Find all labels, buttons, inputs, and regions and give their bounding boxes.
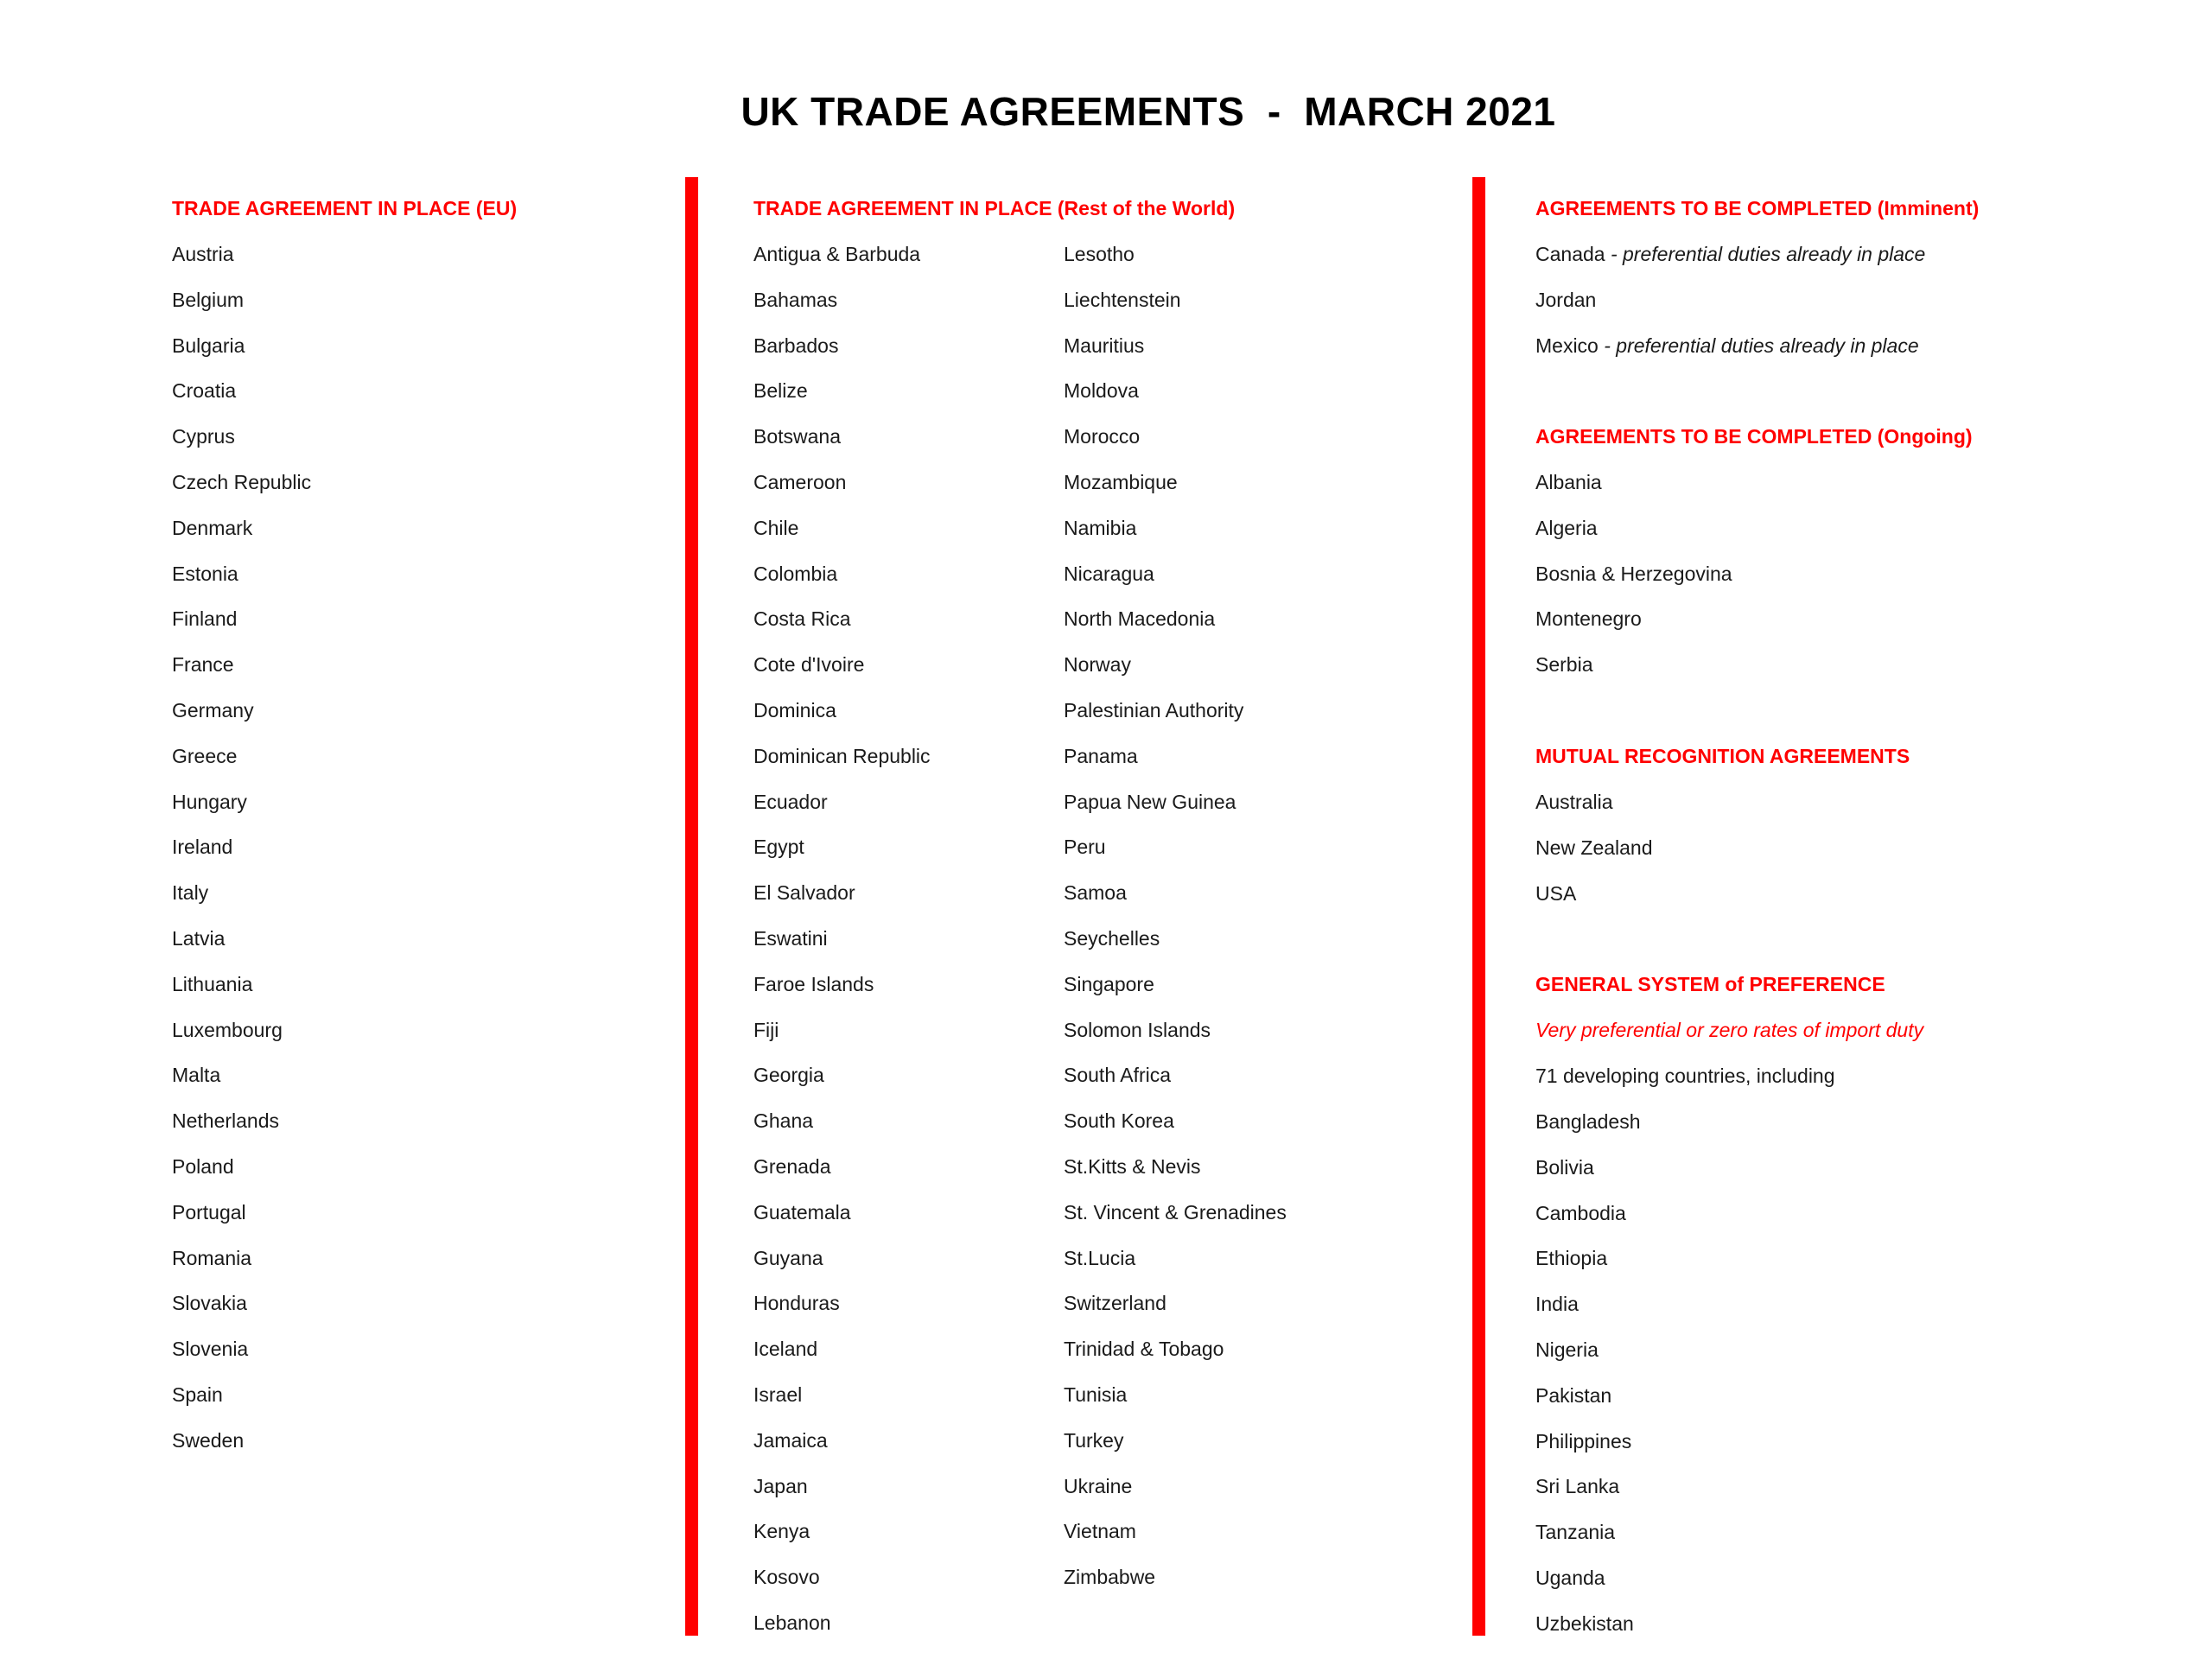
row-country: Ecuador <box>753 790 828 813</box>
eu-country: Luxembourg <box>172 1018 283 1041</box>
eu-country: Hungary <box>172 790 247 813</box>
row-country: Trinidad & Tobago <box>1064 1338 1224 1361</box>
row-country: Belize <box>753 379 808 403</box>
row-country: Costa Rica <box>753 607 851 631</box>
eu-country: Spain <box>172 1383 223 1406</box>
row-country: Vietnam <box>1064 1520 1136 1543</box>
gsp-country: Bolivia <box>1535 1155 1594 1179</box>
row-country: Israel <box>753 1383 803 1406</box>
row-country: Jamaica <box>753 1428 828 1452</box>
gsp-heading: GENERAL SYSTEM of PREFERENCE <box>1535 973 1885 995</box>
row-country: Guyana <box>753 1246 823 1269</box>
row-country: North Macedonia <box>1064 607 1216 631</box>
imminent-note: - preferential duties already in place <box>1598 334 1919 357</box>
row-country: Dominican Republic <box>753 744 931 767</box>
eu-country: Denmark <box>172 516 253 539</box>
row-country: Egypt <box>753 836 804 859</box>
eu-country: Lithuania <box>172 972 253 995</box>
row-country: Zimbabwe <box>1064 1566 1156 1589</box>
row-country: Nicaragua <box>1064 562 1154 585</box>
row-country: Samoa <box>1064 881 1127 905</box>
column-divider-right <box>1472 177 1485 1636</box>
row-country: St. Vincent & Grenadines <box>1064 1200 1287 1224</box>
eu-country: Bulgaria <box>172 334 245 357</box>
ongoing-country: Serbia <box>1535 653 1593 677</box>
gsp-country: Uzbekistan <box>1535 1611 1634 1635</box>
row-country: Eswatini <box>753 927 828 950</box>
row-country: Lesotho <box>1064 243 1135 265</box>
eu-country: Ireland <box>172 836 233 859</box>
column-divider-left <box>685 177 698 1636</box>
row-country: Faroe Islands <box>753 972 874 995</box>
eu-country: Croatia <box>172 379 237 403</box>
imminent-country <box>1535 290 1596 310</box>
imminent-heading: AGREEMENTS TO BE COMPLETED (Imminent) <box>1535 197 1980 219</box>
row-country: Kosovo <box>753 1566 820 1589</box>
eu-country: Poland <box>172 1155 234 1178</box>
imminent-note: - preferential duties already in place <box>1605 243 1926 265</box>
imminent-country <box>1535 245 1925 264</box>
eu-country: Romania <box>172 1246 252 1269</box>
row-country: Peru <box>1064 836 1106 859</box>
row-country: Norway <box>1064 653 1131 677</box>
eu-country: Sweden <box>172 1428 245 1452</box>
row-heading: TRADE AGREEMENT IN PLACE (Rest of the World) <box>753 197 1236 219</box>
row-country: Kenya <box>753 1520 810 1543</box>
row-country: Panama <box>1064 744 1138 767</box>
row-country: Antigua & Barbuda <box>753 243 921 265</box>
ongoing-country: Albania <box>1535 471 1602 493</box>
row-country: Mozambique <box>1064 471 1178 493</box>
gsp-country: Nigeria <box>1535 1338 1599 1361</box>
row-country: South Africa <box>1064 1064 1172 1087</box>
row-country: Solomon Islands <box>1064 1018 1211 1041</box>
eu-country: Greece <box>172 744 238 767</box>
row-country: Moldova <box>1064 379 1139 403</box>
gsp-country: Bangladesh <box>1535 1110 1641 1133</box>
ongoing-country: Algeria <box>1535 516 1598 539</box>
eu-country: Austria <box>172 243 234 265</box>
row-country: Fiji <box>753 1018 779 1041</box>
gsp-intro: 71 developing countries, including <box>1535 1065 1835 1087</box>
row-country: Japan <box>753 1474 808 1497</box>
gsp-country: Philippines <box>1535 1429 1632 1452</box>
mra-heading: MUTUAL RECOGNITION AGREEMENTS <box>1535 745 1910 767</box>
gsp-country: Sri Lanka <box>1535 1475 1620 1498</box>
row-country: South Korea <box>1064 1109 1174 1133</box>
row-country: Honduras <box>753 1292 840 1315</box>
row-country: Morocco <box>1064 425 1141 448</box>
row-country: Grenada <box>753 1155 831 1178</box>
eu-country: Estonia <box>172 562 238 585</box>
eu-country: Slovenia <box>172 1338 249 1361</box>
row-country: Bahamas <box>753 288 838 311</box>
gsp-country: Uganda <box>1535 1567 1605 1589</box>
row-country: El Salvador <box>753 881 855 905</box>
row-country: Turkey <box>1064 1428 1124 1452</box>
ongoing-country: Bosnia & Herzegovina <box>1535 562 1732 585</box>
imminent-country <box>1535 336 1919 356</box>
mra-country: Australia <box>1535 791 1613 813</box>
row-country: Seychelles <box>1064 927 1160 950</box>
row-country: Mauritius <box>1064 334 1145 357</box>
page-title: UK TRADE AGREEMENTS - MARCH 2021 <box>741 89 1556 134</box>
mra-country: USA <box>1535 881 1577 905</box>
row-country: St.Kitts & Nevis <box>1064 1155 1201 1178</box>
eu-country: Netherlands <box>172 1109 280 1133</box>
eu-country: Slovakia <box>172 1292 247 1315</box>
row-country: Cameroon <box>753 471 847 493</box>
gsp-country: Ethiopia <box>1535 1247 1608 1270</box>
row-country: Switzerland <box>1064 1292 1166 1315</box>
row-country: Cote d'Ivoire <box>753 653 865 677</box>
imminent-country-name: Mexico <box>1535 334 1599 357</box>
row-country: Ukraine <box>1064 1474 1133 1497</box>
eu-country: Belgium <box>172 288 245 311</box>
row-country: Singapore <box>1064 972 1154 995</box>
row-country: Tunisia <box>1064 1383 1128 1406</box>
gsp-subheading: Very preferential or zero rates of import duty <box>1535 1019 1924 1041</box>
row-country: Palestinian Authority <box>1064 699 1244 721</box>
row-country: Ghana <box>753 1109 814 1133</box>
mra-country: New Zealand <box>1535 836 1653 859</box>
ongoing-country: Montenegro <box>1535 607 1642 631</box>
row-country: Guatemala <box>753 1200 851 1224</box>
row-country: Iceland <box>753 1338 818 1361</box>
row-country: Georgia <box>753 1064 824 1087</box>
eu-country: France <box>172 653 234 677</box>
gsp-country: Cambodia <box>1535 1201 1626 1224</box>
row-country: Chile <box>753 516 799 539</box>
gsp-country: Pakistan <box>1535 1383 1612 1407</box>
gsp-country: Tanzania <box>1535 1521 1616 1544</box>
row-country: Barbados <box>753 334 839 357</box>
gsp-country: India <box>1535 1293 1579 1316</box>
eu-country: Portugal <box>172 1200 246 1224</box>
row-country: Botswana <box>753 425 842 448</box>
row-country: Lebanon <box>753 1611 831 1634</box>
eu-country: Latvia <box>172 927 226 950</box>
eu-country: Cyprus <box>172 425 235 448</box>
eu-country: Czech Republic <box>172 471 312 493</box>
eu-country: Italy <box>172 881 209 905</box>
row-country: Liechtenstein <box>1064 288 1181 311</box>
row-country: Colombia <box>753 562 838 585</box>
row-country: Namibia <box>1064 516 1137 539</box>
imminent-country-name: Canada <box>1535 243 1605 265</box>
eu-country: Malta <box>172 1064 221 1087</box>
row-country: Papua New Guinea <box>1064 790 1236 813</box>
eu-country: Germany <box>172 699 254 721</box>
row-country: St.Lucia <box>1064 1246 1136 1269</box>
eu-country: Finland <box>172 607 238 631</box>
eu-heading: TRADE AGREEMENT IN PLACE (EU) <box>172 197 518 219</box>
ongoing-heading: AGREEMENTS TO BE COMPLETED (Ongoing) <box>1535 425 1973 448</box>
row-country: Dominica <box>753 699 836 721</box>
imminent-country-name: Jordan <box>1535 288 1597 311</box>
